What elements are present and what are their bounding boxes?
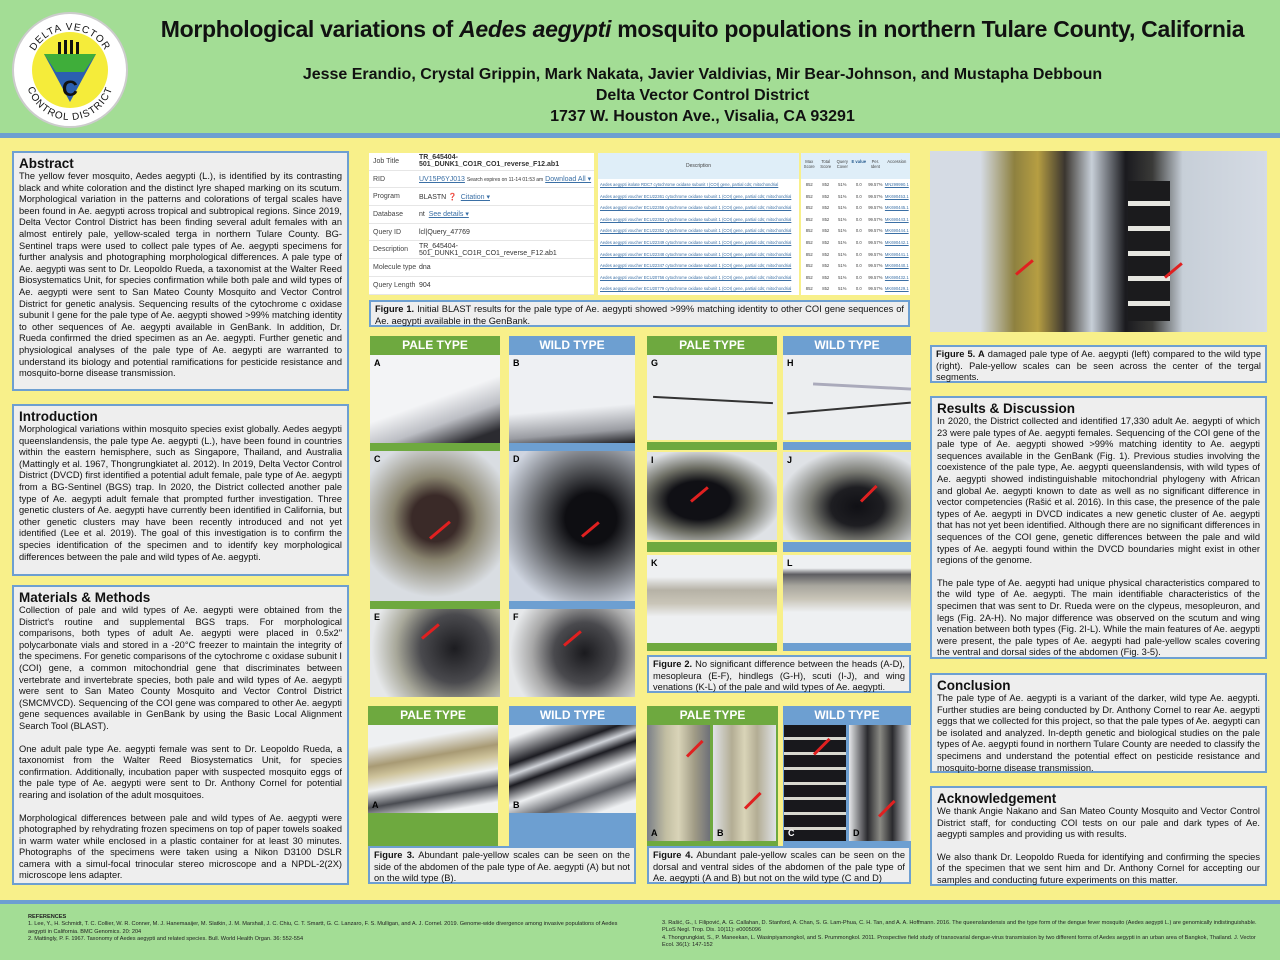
introduction-heading: Introduction [19, 409, 98, 424]
reference-item: 1. Lee, Y., H. Schmidt, T. C. Collier, W. R. Conner, M. J. Hanemaaijer, M. Slatkin, J. M. Marshall, J. C. Chiu, C. T. Smartt, G. C. Lanzaro, F. S. Mulligan, and A. J. Cornel. 2019. Genome-wide divergence among invasive populations of Aedes aegypti in California. BMC Genomics. 20: 204 [28, 921, 618, 935]
see-details-link[interactable]: See details ▾ [428, 211, 469, 219]
result-description-link[interactable]: Aedes aegypti voucher ECU22356 cytochrome oxidase subunit 1 (COI) gene, partial cds; mitochondrial [600, 205, 792, 211]
blast-field-row: Query Length 904 [369, 277, 594, 295]
table-row: 852 852 51% 0.0 99.57% MK690441.1 [801, 249, 910, 261]
accession-link[interactable]: MK690440.1 [884, 263, 909, 269]
table-row: 852 852 51% 0.0 99.57% MK690445.1 [801, 202, 910, 214]
reference-item: 3. Rašić, G., I. Filipović, A. G. Callahan, D. Stanford, A. Chan, S. G. Lam-Phua, C. H. Tan, and A. A. Hoffmann. 2016. The queenslandensis and the type form of the dengue fever mosquito (Aedes aegypti L.) are genomically indistinguishable. PLoS Negl. Trop. Dis. 10(11): e0005096 [662, 920, 1257, 934]
accession-link[interactable]: MN299990.1 [884, 182, 909, 187]
pale-strip [370, 601, 500, 609]
photo-abdomen-side-pale: A [368, 725, 498, 813]
figure-5-photo [930, 151, 1267, 332]
conclusion-text: The pale type of Ae. aegypti is a variant of the darker, wild type Ae. aegypti. Further studies are being conducted by Dr. Anthony Cornel to rear Ae. aegypti eggs that we collected for this project, so that the pale types of Ae. aegypti can be isolated and analyzed. In-depth genetic and biological studies on the pale types of Ae. aegypti found in northern Tulare County are needed to classify the specimens and understand the potential effect on pesticide resistance and mosquito-borne disease transmission. [937, 693, 1261, 773]
red-arrow [686, 740, 704, 758]
district-logo [12, 12, 128, 128]
red-arrow [421, 623, 440, 639]
organization: Delta Vector Control District [595, 87, 810, 104]
photo-ventral-wild: D [849, 725, 911, 841]
photo-clypeus-wild: D [509, 451, 635, 601]
pale-strip [647, 643, 777, 651]
red-arrow [690, 486, 709, 502]
introduction-panel [12, 404, 349, 576]
result-description-link[interactable]: Aedes aegypti voucher ECU22348 cytochrome oxidase subunit 1 (COI) gene, partial cds; mitochondrial [600, 251, 792, 257]
photo-mesopleuron-wild: F [509, 609, 635, 697]
accession-link[interactable]: MK690453.1 [884, 193, 909, 199]
conclusion-panel [930, 673, 1267, 773]
pale-strip [370, 443, 500, 451]
methods-panel [12, 585, 349, 885]
acknowledgement-paragraph: We thank Angie Nakano and San Mateo County Mosquito and Vector Control District staff, for conducting COI tests on our pale and dark types of Ae. aegypti samples and providing us with results. [937, 806, 1260, 840]
photo-abdomen-side-wild: B [509, 725, 636, 813]
accession-link[interactable]: MK690442.1 [884, 239, 909, 245]
accession-link[interactable]: MK690441.1 [884, 251, 909, 257]
photo-head-pale: A [370, 355, 500, 443]
wild-strip [509, 443, 635, 451]
pale-type-tag: PALE TYPE [679, 708, 746, 722]
address: 1737 W. Houston Ave., Visalia, CA 93291 [550, 108, 855, 125]
logo-emblem-icon [14, 14, 126, 126]
result-description-link[interactable]: Aedes aegypti voucher ECU22352 cytochrome oxidase subunit 1 (COI) gene, partial cds; mitochondrial [600, 228, 792, 234]
wild-strip [783, 442, 911, 450]
photo-hindleg-wild: H [783, 355, 911, 440]
red-arrow [563, 630, 582, 646]
red-arrow [429, 521, 451, 540]
photo-dorsal-wild: C [784, 725, 846, 841]
results-paragraph: In 2020, the District collected and identified 17,330 adult Ae. aegypti of which 23 were pale types of Ae. aegypti females. Sequencing of the COI gene of the pale type of Ae. aegypti showed >99% matching identity to Ae. aegypti sequences available in the GenBank (Fig. 1). Previous studies involving the coexistence of the pale type, Ae. aegypti queenslandensis, with wild types of Ae. aegypti showed indistinguishable mitochondrial phylogeny with African and global Ae. aegypti known to date as well as no significant difference in vector competencies (Rašić et al. 2016). In this case, the presence of the pale types of Ae. aegypti in DVCD indicates a new genetic cluster of Ae. aegypti that has not yet been identified. Although there are no significant differences in sequences of the COI gene, genetic differences between the pale and wild types of Ae. aegypti found within the DVCD boundaries might exist in other regions of the genome. [937, 416, 1260, 566]
result-description-link[interactable]: Aedes aegypti voucher ECU20779 cytochrome oxidase subunit 1 (COI) gene, partial cds; mitochondrial [600, 286, 792, 292]
red-arrow [878, 800, 896, 818]
accession-link[interactable]: MK690432.1 [884, 274, 909, 280]
results-paragraph: The pale type of Ae. aegypti had unique physical characteristics compared to the wild type of Ae. aegypti. The main identifiable characteristics of the specimen that was sent to Dr. Rueda were on the clypeus, mesopleuron, and legs (Fig. 2A-H). No major difference was observed on the scutum and wing venation between both types (Fig. 2I-L). While the main features of Ae. aegypti were present, the pale types of Ae. aegypti had pale-yellow scales covering the ventral and dorsal sides of the abdomen (Fig. 3-5). [937, 577, 1260, 658]
references-section [0, 904, 1280, 960]
svg-text:C: C [62, 76, 78, 101]
result-description-link[interactable]: Aedes aegypti voucher ECU22349 cytochrome oxidase subunit 1 (COI) gene, partial cds; mitochondrial [600, 239, 792, 245]
references-heading: REFERENCES [28, 914, 67, 920]
table-row: 852 852 51% 0.0 99.57% MK690443.1 [801, 214, 910, 226]
results-heading: Results & Discussion [937, 401, 1076, 416]
wild-type-tag: WILD TYPE [509, 336, 635, 355]
download-all-link[interactable]: Download All ▾ [545, 176, 592, 184]
results-panel [930, 396, 1267, 659]
conclusion-heading: Conclusion [937, 678, 1011, 693]
author-block [140, 64, 1265, 127]
table-row: 852 852 51% 0.0 99.57% MN299990.1 [801, 179, 910, 191]
photo-wing-pale: K [647, 555, 777, 643]
reference-item: 2. Mattingly, P. F. 1967. Taxonomy of Aedes aegypti and related species. Bull. World Health Organ. 36: 552-554 [28, 936, 304, 943]
abstract-text: The yellow fever mosquito, Aedes aegypti (L.), is identified by its contrasting black and white coloration and the distinct lyre shaped marking on its scutum. Morphological variation in the patterns and colorations of tergal scales have been found in Ae. aegypti across tropical and subtropical regions. Since 2019, Delta Vector Control District has been finding several adult females with an almost entirely pale, yellow-scaled terga in northern Tulare County. BG-Sentinel traps were used to collect pale types of Ae. aegypti specimens for further analysis and photographing morphological differences. A pale type of Ae. aegypti was sent to Dr. Leopoldo Rueda, a taxonomist at the Walter Reed Biosystematics Unit, for species confirmation while both pale and wild types of Ae. aegypti were sent to San Mateo County Mosquito and Vector Control District for genetic analysis. Sequencing results of the cytochrome c oxidase subunit I gene for the pale type of Ae. aegypti showed >99% matching identity to other sequences of Ae. aegypti available in GenBank. In addition, Dr. Rueda confirmed the dried specimen as an Ae. aegypti. Further genetic and physiological analyses of the pale type of Ae. aegypti are warranted to understand its biology and potential ramifications for pesticide resistance and mosquito-borne disease transmission. [19, 171, 342, 379]
blast-description-column [598, 153, 801, 295]
svg-text:DELTA VECTOR: DELTA VECTOR [27, 21, 113, 53]
rid-link[interactable]: UV15P6YJ013 [419, 176, 465, 184]
blast-stats-columns [801, 153, 910, 295]
pale-strip [647, 542, 777, 552]
wild-type-tag: WILD TYPE [509, 706, 636, 725]
blast-field-row: Database nt See details ▾ [369, 206, 594, 224]
wild-type-tag: WILD TYPE [814, 708, 880, 722]
wild-strip [783, 542, 911, 552]
red-arrow [1015, 259, 1034, 275]
blast-field-row: Description TR_645404-501_DUNK1_CO1R_CO1_reverse_F12.ab1 [369, 241, 594, 259]
table-row: 852 852 51% 0.0 99.57% MK690444.1 [801, 225, 910, 237]
table-row: 852 852 51% 0.0 99.57% MK690432.1 [801, 272, 910, 284]
methods-paragraph: Morphological differences between pale and wild types of Ae. aegypti were photographed by rehydrating frozen specimens on top of paper towels soaked in warm water while enclosed in a plastic container for at least 30 minutes. Photographs of the specimens were taken using a Nikon D3100 DSLR camera with a simul-focal trinocular stereo microscope and a NPDL-2(2X) microscope lens adapter. [19, 812, 342, 881]
figure-1-caption: Figure 1. Initial BLAST results for the pale type of Ae. aegypti showed >99% matching identity to other COI gene sequences of Ae. aegypti available in the GenBank. [369, 300, 910, 327]
wild-type-tag: WILD TYPE [783, 336, 911, 355]
introduction-text: Morphological variations within mosquito species exist globally. Aedes aegypti queenslandensis, the pale type Ae. aegypti (L.), have been found in countries within the eastern hemisphere, such as Singapore, Thailand, and Australia (Mattingly et al. 1967, Thongrungkiatet al. 2012). In 2019, Delta Vector Control District (DVCD) first identified a potential adult female, pale type of Ae. aegypti from a BG-Sentinel (BGS) trap. In 2020, the District collected another pale type of Ae. aegypti adult female that prompted further investigation. Three genetic clusters of Ae. aegypti have currently been identified in California, but other genetic clusters may have been recently introduced and not yet identified (Lee et al. 2019). The goal of this investigation is to confirm the species identification of the specimen and to identify key morphological differences between the pale and wild types of Ae. aegypti. [19, 424, 342, 562]
red-arrow [581, 521, 600, 537]
blast-field-row: Program BLASTN ❓ Citation ▾ [369, 188, 594, 206]
photo-wing-wild: L [783, 555, 911, 643]
result-description-link[interactable]: Aedes aegypti voucher ECU22347 cytochrome oxidase subunit 1 (COI) gene, partial cds; mitochondrial [600, 263, 792, 269]
reference-item: 4. Thongrungkiat, S., P. Maneekan, L. Wasinpiyamongkol, and S. Prummongkol. 2011. Prospective field study of transovarial dengue-virus transmission by two different forms of Aedes aegypti in an urban area of Bangkok, Thailand. J. Vector Ecol. 36(1): 147-152 [662, 934, 1256, 949]
table-row: 852 852 51% 0.0 99.57% MK690440.1 [801, 260, 910, 272]
pale-strip [368, 813, 498, 846]
wild-strip [509, 601, 635, 609]
blast-results-table [598, 153, 910, 295]
pale-strip [647, 442, 777, 450]
result-description-link[interactable]: Aedes aegypti isolate RDC7 cytochrome oxidase subunit I (COI) gene, partial cds; mitochondrial [600, 182, 779, 187]
pale-type-tag: PALE TYPE [368, 706, 498, 725]
photo-scutum-pale: I [647, 452, 777, 540]
photo-hindleg-pale: G [647, 355, 777, 440]
svg-text:CONTROL DISTRICT: CONTROL DISTRICT [24, 85, 116, 124]
blast-field-row: Query ID lcl|Query_47769 [369, 224, 594, 242]
figure-5-caption: Figure 5. A damaged pale type of Ae. aegypti (left) compared to the wild type (right). Pale-yellow scales can be seen across the center of the tergal segments. [930, 345, 1267, 383]
references-left [28, 914, 628, 944]
result-description-link[interactable]: Aedes aegypti voucher ECU20756 cytochrome oxidase subunit 1 (COI) gene, partial cds; mitochondrial [600, 274, 792, 280]
photo-clypeus-pale: C [370, 451, 500, 601]
result-description-link[interactable]: Aedes aegypti voucher ECU22353 cytochrome oxidase subunit 1 (COI) gene, partial cds; mitochondrial [600, 216, 792, 222]
red-arrow [744, 792, 762, 810]
abstract-panel [12, 151, 349, 391]
authors: Jesse Erandio, Crystal Grippin, Mark Nakata, Javier Valdivias, Mir Bear-Johnson, and Mustapha Debboun [302, 66, 1103, 83]
acknowledgement-heading: Acknowledgement [937, 791, 1057, 806]
methods-heading: Materials & Methods [19, 590, 151, 605]
photo-head-wild: B [509, 355, 635, 443]
figure-4-caption: Figure 4. Abundant pale-yellow scales can be seen on the dorsal and ventral sides of the abdomen of the pale type of Ae. aegypti (A and B) but not on the wild type (C and D) [647, 846, 911, 884]
wild-strip [509, 813, 636, 846]
table-row: 852 852 51% 0.0 99.57% MK690442.1 [801, 237, 910, 249]
citation-link[interactable]: Citation ▾ [460, 193, 490, 201]
wild-strip [783, 643, 911, 651]
pale-type-tag: PALE TYPE [647, 336, 777, 355]
acknowledgement-panel [930, 786, 1267, 886]
blast-job-summary [369, 153, 594, 295]
blast-field-row: RID UV15P6YJ013 Search expires on 11-14 01:53 am Download All ▾ [369, 171, 594, 189]
photo-dorsal-pale: A [647, 725, 710, 841]
red-arrow [813, 738, 831, 756]
poster-title: Morphological variations of Aedes aegypti mosquito populations in northern Tulare County, California [160, 16, 1245, 42]
column-header: Description [598, 153, 799, 179]
accession-link[interactable]: MK690445.1 [884, 205, 909, 211]
blast-field-row: Molecule type dna [369, 259, 594, 277]
accession-link[interactable]: MK690429.1 [884, 286, 909, 292]
blast-field-row: Job Title TR_645404-501_DUNK1_CO1R_CO1_reverse_F12.ab1 [369, 153, 594, 171]
methods-paragraph: One adult pale type Ae. aegypti female was sent to Dr. Leopoldo Rueda, a taxonomist from the Walter Reed Biosystematics Unit, for species confirmation. Additionally, incubation paper with suspected mosquito eggs of the pale type of Ae. aegypti were sent to Dr. Anthony Cornel for potential rearing and isolation of the adult mosquitoes. [19, 743, 342, 800]
acknowledgement-paragraph: We also thank Dr. Leopoldo Rueda for identifying and confirming the species of the specimen that we sent him and Dr. Anthony Cornel for accepting our samples and conducting future experiments on this matter. [937, 851, 1260, 885]
figure-3-caption: Figure 3. Abundant pale-yellow scales can be seen on the side of the abdomen of the pale type of Ae. aegypti (A) but not on the wild type (B). [368, 846, 636, 884]
result-description-link[interactable]: Aedes aegypti voucher ECU22361 cytochrome oxidase subunit 1 (COI) gene, partial cds; mitochondrial [600, 193, 792, 199]
pale-type-tag: PALE TYPE [370, 336, 500, 355]
methods-paragraph: Collection of pale and wild types of Ae. aegypti were obtained from the District's routine and supplemental BGS traps. For morphological comparisons, both types of adult Ae. aegypti were placed in 0.5x2" polycarbonate vials and stored in a -20°C freezer to maintain the integrity of the specimens. For genetic comparisons of the cytochrome c oxidase subunit I (COI) gene, a common mitochondrial gene that discriminates between vertebrate and invertebrate species, both pale and wild types of Ae. aegypti were sent to San Mateo County Mosquito and Vector Control District (SMCMVCD). Sequencing of the COI gene was compared to other Ae. aegypti gene sequences available in GenBank by using the Basic Local Alignment Search Tool (BLAST). [19, 605, 342, 731]
figure-2-caption: Figure 2. No significant difference between the heads (A-D), mesopleura (E-F), hindlegs (G-H), scuti (I-J), and wing venations (K-L) of the pale and wild types of Ae. aegypti. [647, 655, 911, 693]
red-arrow [860, 485, 878, 503]
accession-link[interactable]: MK690443.1 [884, 216, 909, 222]
abstract-heading: Abstract [19, 156, 74, 171]
poster-header [0, 0, 1280, 133]
references-right [662, 920, 1262, 950]
table-row: 852 852 51% 0.0 99.57% MK690429.1 [801, 283, 910, 295]
accession-link[interactable]: MK690444.1 [884, 228, 909, 234]
photo-ventral-pale: B [713, 725, 776, 841]
table-row: 852 852 51% 0.0 99.57% MK690453.1 [801, 191, 910, 203]
photo-scutum-wild: J [783, 452, 911, 540]
stats-header: Max Score Total Score Query Cover E value Per. Ident Accession [801, 153, 910, 179]
photo-mesopleuron-pale: E [370, 609, 500, 697]
